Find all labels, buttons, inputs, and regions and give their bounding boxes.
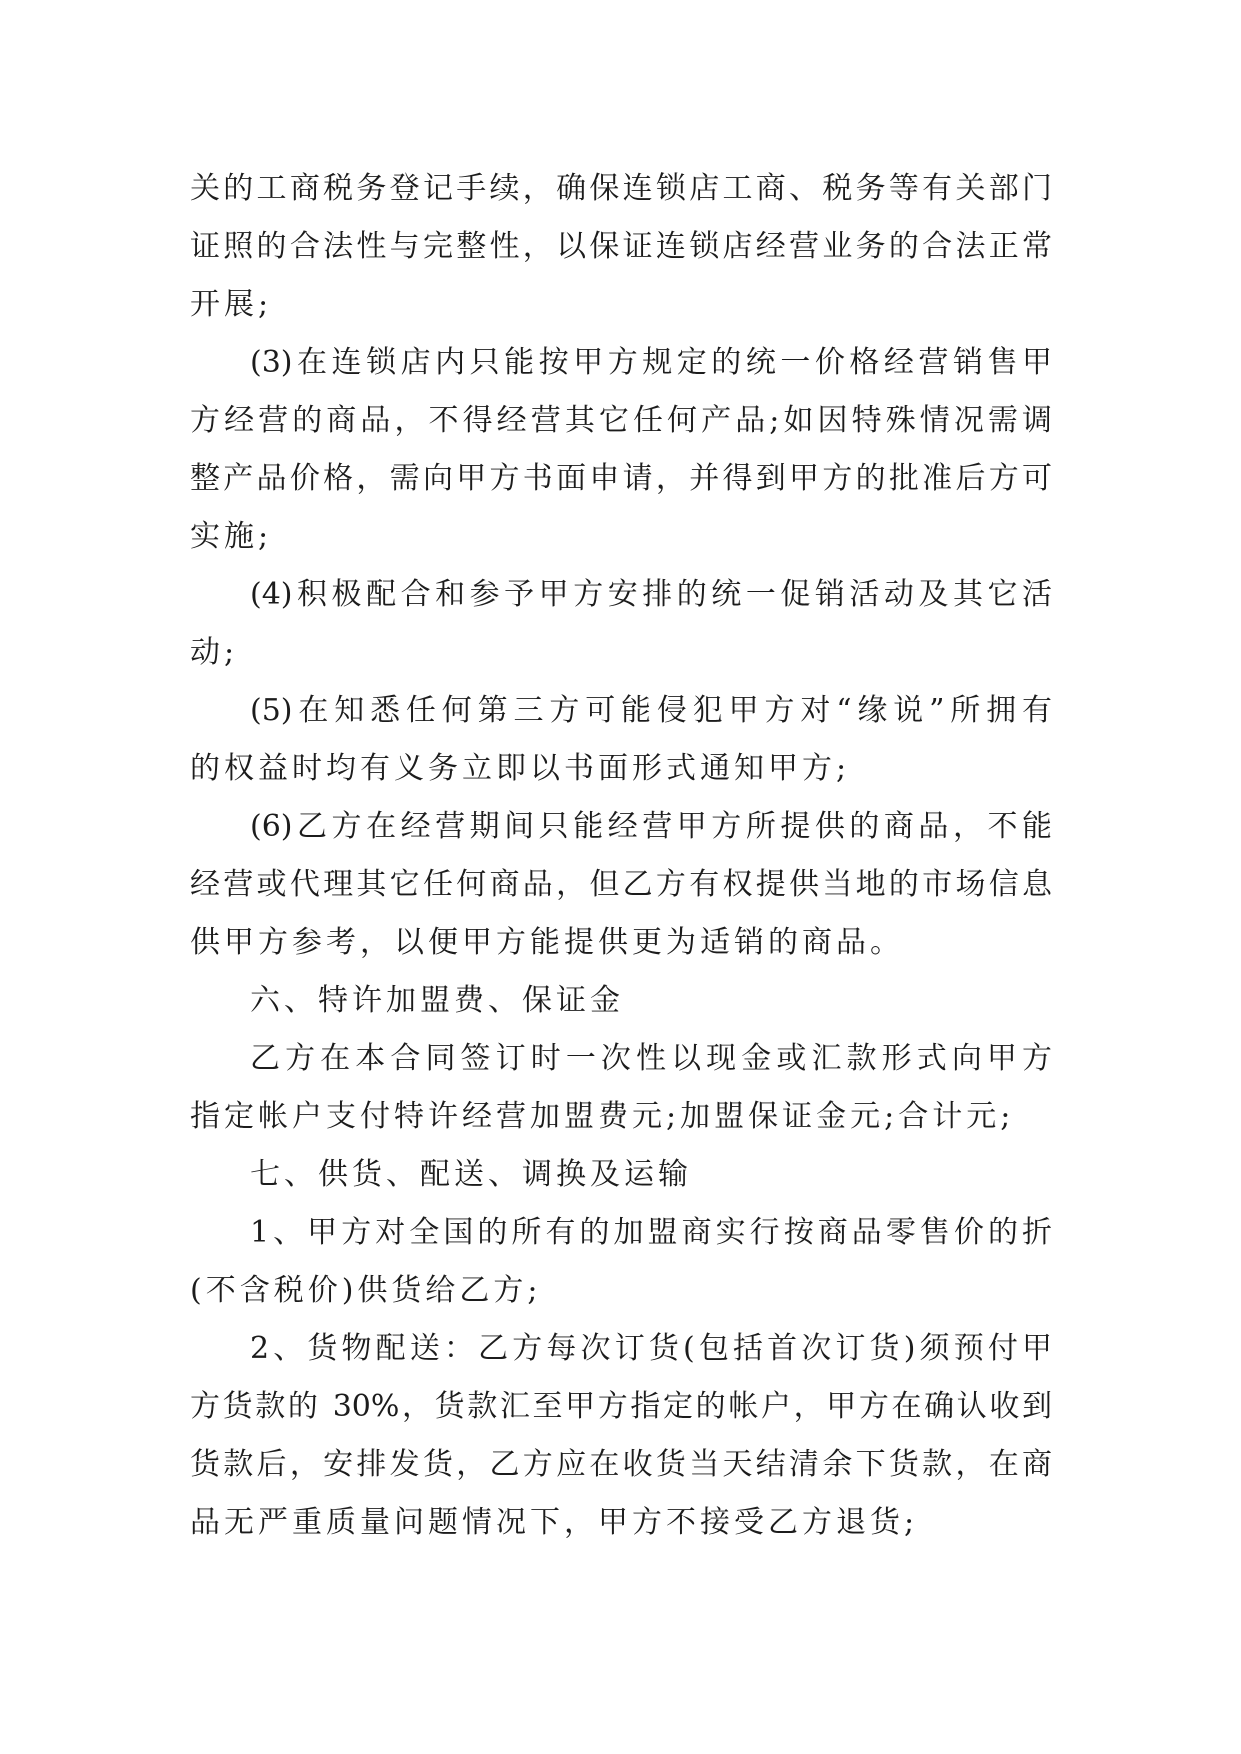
text-line: 货款后，安排发货，乙方应在收货当天结清余下货款，在商 — [190, 1447, 1052, 1482]
text-line: 供甲方参考，以便甲方能提供更为适销的商品。 — [190, 925, 904, 960]
text-line: (4)积极配合和参予甲方安排的统一促销活动及其它活 — [250, 577, 1052, 612]
text-line: 七、供货、配送、调换及运输 — [250, 1157, 692, 1192]
text-line: (3)在连锁店内只能按甲方规定的统一价格经营销售甲 — [250, 345, 1052, 380]
text-line: 关的工商税务登记手续，确保连锁店工商、税务等有关部门 — [190, 171, 1052, 206]
text-line: 乙方在本合同签订时一次性以现金或汇款形式向甲方 — [250, 1041, 1052, 1076]
text-line: 整产品价格，需向甲方书面申请，并得到甲方的批准后方可 — [190, 461, 1052, 496]
text-line: 指定帐户支付特许经营加盟费元;加盟保证金元;合计元; — [190, 1099, 1015, 1134]
text-line: 开展; — [190, 287, 273, 322]
text-line: 1、甲方对全国的所有的加盟商实行按商品零售价的折 — [250, 1215, 1052, 1250]
text-line: 方货款的 30%，货款汇至甲方指定的帐户，甲方在确认收到 — [190, 1389, 1052, 1424]
text-line: (不含税价)供货给乙方; — [190, 1273, 542, 1308]
text-line: 方经营的商品，不得经营其它任何产品;如因特殊情况需调 — [190, 403, 1052, 438]
text-line: 的权益时均有义务立即以书面形式通知甲方; — [190, 751, 851, 786]
text-line: 六、特许加盟费、保证金 — [250, 983, 624, 1018]
text-line: 动; — [190, 635, 239, 670]
text-line: 实施; — [190, 519, 273, 554]
text-line: 2、货物配送：乙方每次订货(包括首次订货)须预付甲 — [250, 1331, 1052, 1366]
text-line: (6)乙方在经营期间只能经营甲方所提供的商品，不能 — [250, 809, 1052, 844]
text-line: 证照的合法性与完整性，以保证连锁店经营业务的合法正常 — [190, 229, 1052, 264]
text-line: 品无严重质量问题情况下，甲方不接受乙方退货; — [190, 1505, 919, 1540]
document-body — [190, 160, 1052, 1552]
text-line: (5)在知悉任何第三方可能侵犯甲方对“缘说”所拥有 — [250, 693, 1052, 728]
text-line: 经营或代理其它任何商品，但乙方有权提供当地的市场信息 — [190, 867, 1052, 902]
